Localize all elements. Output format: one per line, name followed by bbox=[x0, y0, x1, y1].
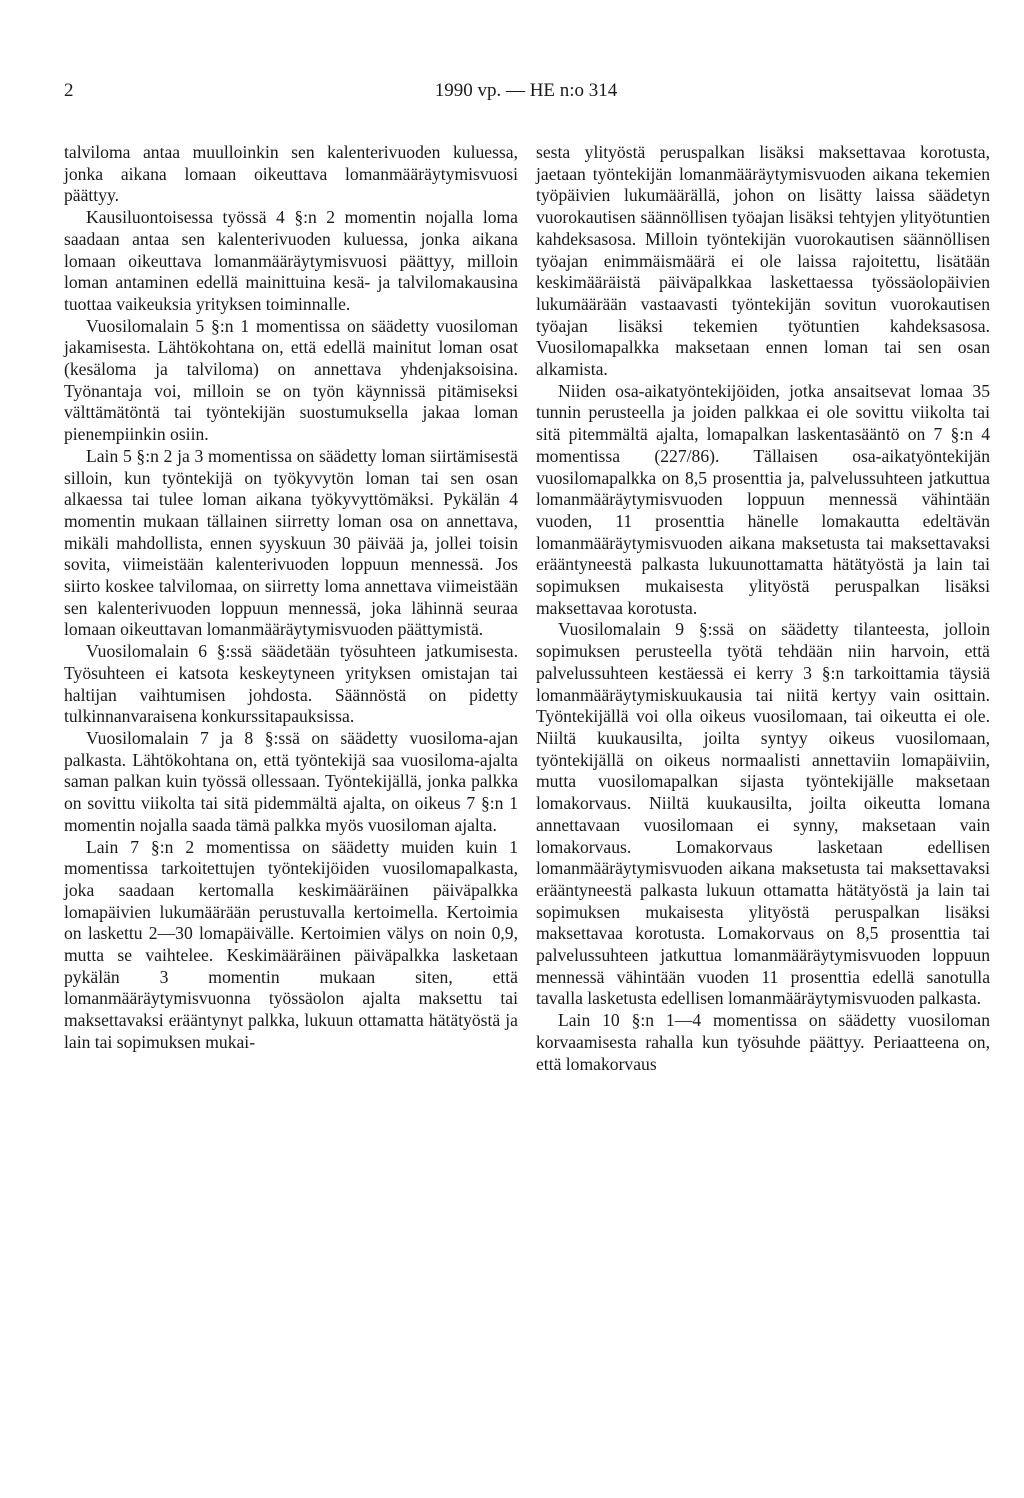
paragraph: Vuosilomalain 5 §:n 1 momentissa on säädetty vuosiloman jakamisesta. Lähtökohtana on, että edellä mainitut loman osat (kesäloma ja talviloma) on annettava yhdenjaksoisina. Työnantaja voi, milloin se on työn käynnissä pitämiseksi välttämätöntä tai työntekijän suostumuksella jakaa loman pienempiinkin osiin. bbox=[64, 315, 518, 445]
paragraph: Vuosilomalain 7 ja 8 §:ssä on säädetty vuosiloma-ajan palkasta. Lähtökohtana on, että työntekijä saa vuosiloma-ajalta saman palkan kuin työssä ollessaan. Työntekijällä, jonka palkka on sovittu viikolta tai sitä pidemmältä ajalta, on oikeus 7 §:n 1 momentin nojalla saada tämä palkka myös vuosiloman ajalta. bbox=[64, 727, 518, 835]
paragraph: Kausiluontoisessa työssä 4 §:n 2 momentin nojalla loma saadaan antaa sen kalenterivuoden kuluessa, jonka aikana lomaan oikeuttava lomanmääräytymisvuosi päättyy, milloin loman antaminen edellä mainittuina kesä- ja talvilomakausina tuottaa vaikeuksia yrityksen toiminnalle. bbox=[64, 207, 518, 314]
paragraph: Lain 7 §:n 2 momentissa on säädetty muiden kuin 1 momentissa tarkoitettujen työntekijöiden vuosilomapalkasta, joka saadaan kertomalla keskimääräinen päiväpalkka lomapäivien lukumäärään perustuvalla kertoimella. Kertoimia on laskettu 2—30 lomapäivälle. Kertoimien välys on noin 0,9, mutta se vaihtelee. Keskimääräinen päiväpalkka lasketaan pykälän 3 momentin mukaan siten, että lomanmääräytymisvuonna työssäolon ajalta maksettu tai maksettavaksi erääntynyt palkka, lukuun ottamatta hätätyöstä ja lain tai sopimuksen mukai- bbox=[64, 836, 518, 1052]
paragraph: Lain 10 §:n 1—4 momentissa on säädetty vuosiloman korvaamisesta rahalla kun työsuhde päättyy. Periaatteena on, että lomakorvaus bbox=[536, 1010, 990, 1074]
paragraph: Niiden osa-aikatyöntekijöiden, jotka ansaitsevat lomaa 35 tunnin perusteella ja joiden palkkaa ei ole sovittu viikolta tai sitä pitemmältä ajalta, lomapalkan laskentasääntö on 7 §:n 4 momentissa (227/86). Tällaisen osa-aikatyöntekijän vuosilomapalkka on 8,5 prosenttia ja, palvelussuhteen jatkuttua lomanmääräytymisvuoden loppuun mennessä vähintään vuoden, 11 prosenttia hänelle lomakautta edeltävän lomanmääräytymisvuoden aikana maksetusta tai maksettavaksi erääntyneestä palkasta lukuunottamatta hätätyöstä ja lain tai sopimuksen mukaisesta ylityöstä peruspalkan lisäksi maksettavaa korotusta. bbox=[536, 380, 990, 618]
page-number: 2 bbox=[64, 80, 74, 101]
page-header bbox=[64, 80, 988, 110]
paragraph: sesta ylityöstä peruspalkan lisäksi maksettavaa korotusta, jaetaan työntekijän lomanmääräytymisvuoden aikana tekemien työpäivien lukumäärällä, johon on lisätty laissa säädetyn vuorokautisen säännöllisen työajan lisäksi tehtyjen ylityötuntien kahdeksasosa. Milloin työntekijän vuorokautisen säännöllisen työajan enimmäismäärä ei ole laissa rajoitettu, lisätään keskimääräistä päiväpalkkaa laskettaessa työssäolopäivien lukumäärään vastaavasti työntekijän sovitun vuorokautisen työajan lisäksi tekemien työtuntien kahdeksasosa. Vuosilomapalkka maksetaan ennen loman tai sen osan alkamista. bbox=[536, 142, 990, 380]
left-column bbox=[64, 142, 518, 1054]
right-column bbox=[536, 142, 990, 1075]
running-title: 1990 vp. — HE n:o 314 bbox=[434, 80, 618, 101]
paragraph: Vuosilomalain 6 §:ssä säädetään työsuhteen jatkumisesta. Työsuhteen ei katsota keskeytyneen yrityksen omistajan tai haltijan vaihtumisen johdosta. Säännöstä on pidetty tulkinnanvaraisena konkurssitapauksissa. bbox=[64, 641, 518, 727]
paragraph: talviloma antaa muulloinkin sen kalenterivuoden kuluessa, jonka aikana lomaan oikeuttava lomanmääräytymisvuosi päättyy. bbox=[64, 142, 518, 206]
paragraph: Lain 5 §:n 2 ja 3 momentissa on säädetty loman siirtämisestä silloin, kun työntekijä on työkyvytön loman tai sen osan alkaessa tai tulee loman aikana työkyvyttömäksi. Pykälän 4 momentin mukaan tällainen siirretty loman osa on annettava, mikäli mahdollista, ennen syyskuun 30 päivää ja, jollei toisin sovita, viimeistään kalenterivuoden loppuun mennessä. Jos siirto koskee talvilomaa, on siirretty loma annettava viimeistään sen kalenterivuoden loppuun mennessä, joka lähinnä seuraa lomaan oikeuttavan lomanmääräytymisvuoden päättymistä. bbox=[64, 445, 518, 640]
paragraph: Vuosilomalain 9 §:ssä on säädetty tilanteesta, jolloin sopimuksen perusteella työtä tehdään niin harvoin, että palvelussuhteen kestäessä ei kerry 3 §:n tarkoittamia täysiä lomanmääräytymiskuukausia tai niitä kertyy vain osittain. Työntekijällä voi olla oikeus vuosilomaan, tai oikeutta ei ole. Niiltä kuukausilta, joilta syntyy oikeus vuosilomaan, työntekijällä on oikeus normaalisti annettaviin lomapäiviin, mutta vuosilomapalkan sijasta työntekijälle maksetaan lomakorvaus. Niiltä kuukausilta, joilta oikeutta lomana annettavaan vuosilomaan ei synny, maksetaan vain lomakorvaus. Lomakorvaus lasketaan edellisen lomanmääräytymisvuoden aikana maksetusta tai maksettavaksi erääntyneestä palkasta lukuun ottamatta hätätyöstä ja lain tai sopimuksen mukaisesta ylityöstä peruspalkan lisäksi maksettavaa korotusta. Lomakorvaus on 8,5 prosenttia tai palvelussuhteen jatkuttua lomanmääräytymisvuoden loppuun mennessä vähintään vuoden 11 prosenttia edellä sanotulla tavalla lasketusta edellisen lomanmääräytymisvuoden palkasta. bbox=[536, 619, 990, 1009]
